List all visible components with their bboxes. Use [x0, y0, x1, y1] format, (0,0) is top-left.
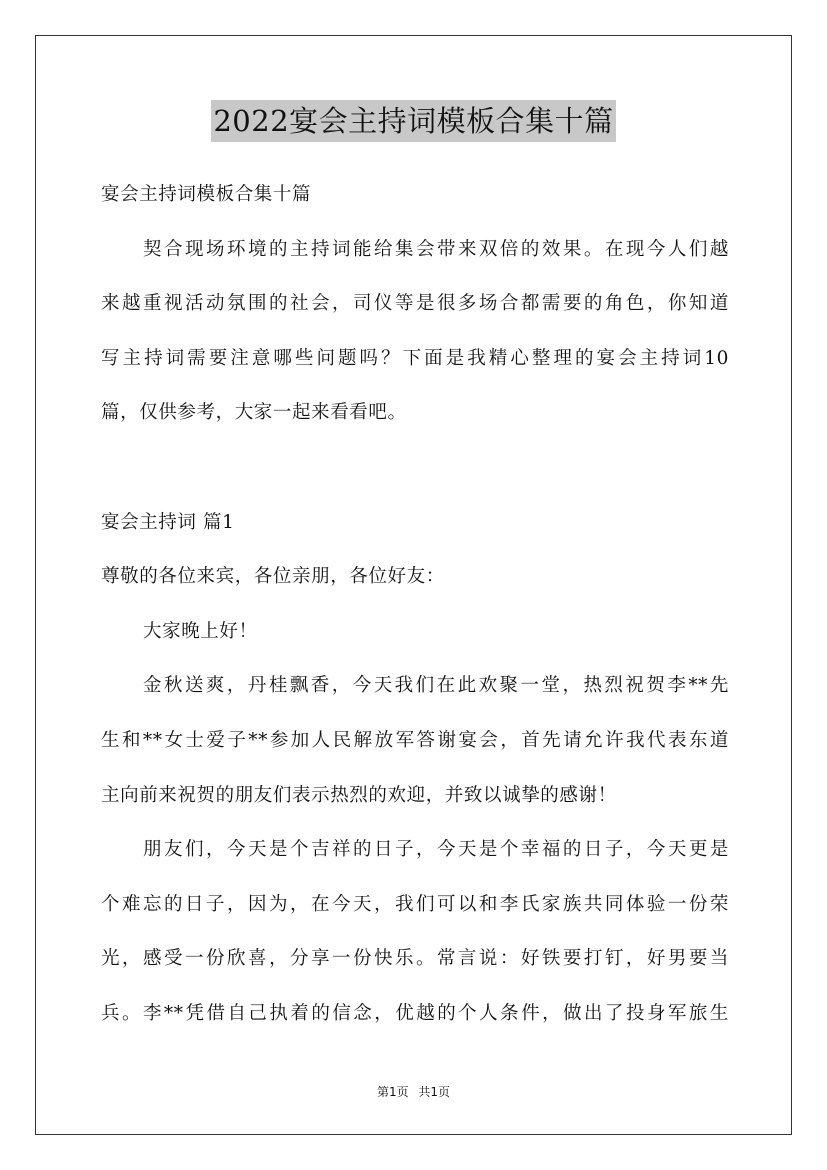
intro-line: 篇，仅供参考，大家一起来看看吧。: [101, 402, 407, 424]
paragraph-line: 个难忘的日子，因为，在今天，我们可以和李氏家族共同体验一份荣: [101, 893, 729, 915]
page-footer: 第1页 共1页: [376, 1085, 451, 1099]
paragraph-line: 兵。李**凭借自己执着的信念，优越的个人条件，做出了投身军旅生: [101, 1002, 729, 1024]
salutation: 尊敬的各位来宾，各位亲朋，各位好友：: [101, 566, 445, 588]
intro-line: 写主持词需要注意哪些问题吗？下面是我精心整理的宴会主持词10: [101, 347, 729, 369]
paragraph-line: 朋友们，今天是个吉祥的日子，今天是个幸福的日子，今天更是: [143, 839, 729, 861]
paragraph-line: 金秋送爽，丹桂飘香，今天我们在此欢聚一堂，热烈祝贺李**先: [143, 675, 729, 697]
paragraph-line: 主向前来祝贺的朋友们表示热烈的欢迎，并致以诚挚的感谢！: [101, 784, 617, 806]
document-subtitle: 宴会主持词模板合集十篇: [101, 184, 312, 205]
document-body: [101, 168, 729, 1042]
section-heading: 宴会主持词 篇1: [101, 511, 235, 533]
paragraph-line: 光，感受一份欣喜，分享一份快乐。常言说：好铁要打钉，好男要当: [101, 948, 729, 970]
blank-line: [101, 441, 729, 496]
paragraph-line: 生和**女士爱子**参加人民解放军答谢宴会，首先请允许我代表东道: [101, 729, 729, 751]
intro-line: 来越重视活动氛围的社会，司仪等是很多场合都需要的角色，你知道: [101, 293, 729, 315]
title-wrapper: [0, 100, 827, 142]
greeting: 大家晚上好！: [143, 620, 258, 642]
intro-line: 契合现场环境的主持词能给集会带来双倍的效果。在现今人们越: [143, 238, 729, 260]
document-title: 2022宴会主持词模板合集十篇: [211, 100, 615, 142]
